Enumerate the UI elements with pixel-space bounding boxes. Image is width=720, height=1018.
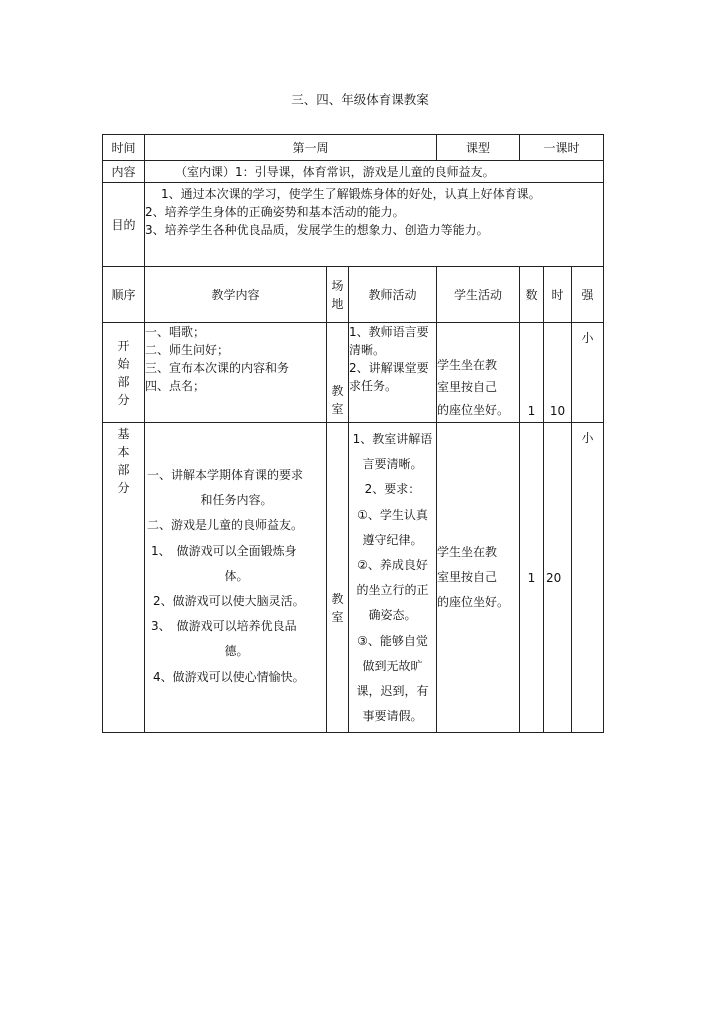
col-teaching: 教学内容 xyxy=(145,267,327,323)
col-intensity: 强 xyxy=(572,267,604,323)
lesson-plan-table xyxy=(102,134,604,733)
teacher-line: 课，迟到，有 xyxy=(356,683,429,698)
column-header-row xyxy=(103,267,604,323)
phase-char: 始 xyxy=(117,356,130,371)
teacher-line: ①、学生认真 xyxy=(357,507,428,522)
content-line: 二、师生问好； xyxy=(145,343,230,357)
content-value: （室内课）1：引导课，体育常识，游戏是儿童的良师益友。 xyxy=(145,161,604,183)
goal-item: 1、通过本次课的学习，使学生了解锻炼身体的好处，认真上好体育课。 xyxy=(161,187,541,201)
header-row xyxy=(103,135,604,161)
venue-char: 场 xyxy=(331,278,344,293)
content-line: 1、 做游戏可以全面锻炼身 xyxy=(151,543,297,558)
teacher-activity xyxy=(349,323,437,423)
teacher-line: 事要请假。 xyxy=(362,709,423,724)
content-line: 三、宣布本次课的内容和务 xyxy=(145,361,290,375)
goal-list xyxy=(145,183,604,267)
student-line: 室里按自己 xyxy=(437,569,498,584)
phase-char: 分 xyxy=(117,392,130,407)
teacher-line: 2、要求： xyxy=(364,482,421,497)
time-label: 时间 xyxy=(103,135,145,161)
content-line: 2、做游戏可以使大脑灵活。 xyxy=(153,593,305,608)
content-line: 3、 做游戏可以培养优良品 xyxy=(151,619,297,634)
week-value: 第一周 xyxy=(145,135,437,161)
col-time: 时 xyxy=(544,267,572,323)
teaching-content xyxy=(145,323,327,423)
venue-char: 地 xyxy=(331,296,344,311)
phase-char: 分 xyxy=(117,481,130,495)
venue-char: 室 xyxy=(331,402,344,416)
phase-char: 开 xyxy=(117,338,130,353)
venue-value xyxy=(327,423,349,733)
content-row xyxy=(103,161,604,183)
content-line: 4、做游戏可以使心情愉快。 xyxy=(153,669,305,684)
teacher-line: 2、讲解课堂要 xyxy=(349,361,429,375)
teacher-line: 的坐立行的正 xyxy=(356,583,429,598)
phase-char: 本 xyxy=(117,445,130,459)
venue-char: 室 xyxy=(331,609,344,624)
phase-char: 基 xyxy=(117,427,130,441)
col-count: 数 xyxy=(520,267,544,323)
page-title: 三、四、年级体育课教案 xyxy=(291,92,429,107)
teacher-line: 遵守纪律。 xyxy=(362,532,423,547)
phase-label xyxy=(103,323,145,423)
goal-item: 3、培养学生各种优良品质，发展学生的想象力、创造力等能力。 xyxy=(145,223,489,237)
intensity-value: 小 xyxy=(572,323,604,423)
section-row xyxy=(103,323,604,423)
intensity-value: 小 xyxy=(572,423,604,733)
count-value: 1 xyxy=(520,423,544,733)
content-line: 德。 xyxy=(224,644,249,659)
content-line: 一、唱歌； xyxy=(145,325,206,339)
teacher-line: ②、养成良好 xyxy=(357,557,428,572)
phase-label xyxy=(103,423,145,733)
type-value: 一课时 xyxy=(520,135,604,161)
student-line: 学生坐在教 xyxy=(437,544,498,559)
content-line: 体。 xyxy=(224,568,249,583)
content-line: 和任务内容。 xyxy=(200,493,273,508)
phase-char: 部 xyxy=(117,463,130,477)
section-row xyxy=(103,423,604,733)
teacher-line: 言要清晰。 xyxy=(362,457,423,472)
content-line: 四、点名； xyxy=(145,379,206,393)
col-student: 学生活动 xyxy=(437,267,520,323)
goal-label: 目的 xyxy=(103,183,145,267)
teacher-line: 1、教师语言要 xyxy=(349,325,429,339)
student-activity xyxy=(437,323,520,423)
venue-char: 教 xyxy=(331,384,344,398)
content-label: 内容 xyxy=(103,161,145,183)
student-activity xyxy=(437,423,520,733)
teacher-line: 确姿态。 xyxy=(368,608,417,623)
student-line: 的座位坐好。 xyxy=(437,403,510,418)
goal-row xyxy=(103,183,604,267)
venue-char: 教 xyxy=(331,591,344,606)
teaching-content xyxy=(145,423,327,733)
content-line: 二、游戏是儿童的良师益友。 xyxy=(147,518,304,533)
teacher-line: 做到无故旷 xyxy=(362,658,423,673)
col-venue xyxy=(327,267,349,323)
count-value: 1 xyxy=(520,323,544,423)
type-label: 课型 xyxy=(437,135,520,161)
teacher-line: 1、教室讲解语 xyxy=(352,432,433,446)
goal-item: 2、培养学生身体的正确姿势和基本活动的能力。 xyxy=(145,205,405,219)
time-value: 10 xyxy=(544,323,572,423)
venue-value xyxy=(327,323,349,423)
col-teacher: 教师活动 xyxy=(349,267,437,323)
time-value: 20 xyxy=(544,423,572,733)
student-line: 室里按自己 xyxy=(437,380,498,395)
teacher-activity xyxy=(349,423,437,733)
teacher-line: ③、能够自觉 xyxy=(357,633,428,648)
phase-char: 部 xyxy=(117,374,130,389)
student-line: 学生坐在教 xyxy=(437,357,498,372)
teacher-line: 清晰。 xyxy=(349,343,386,357)
content-line: 一、讲解本学期体育课的要求 xyxy=(147,468,304,482)
col-order: 顺序 xyxy=(103,267,145,323)
teacher-line: 求任务。 xyxy=(349,379,398,393)
student-line: 的座位坐好。 xyxy=(437,595,510,610)
